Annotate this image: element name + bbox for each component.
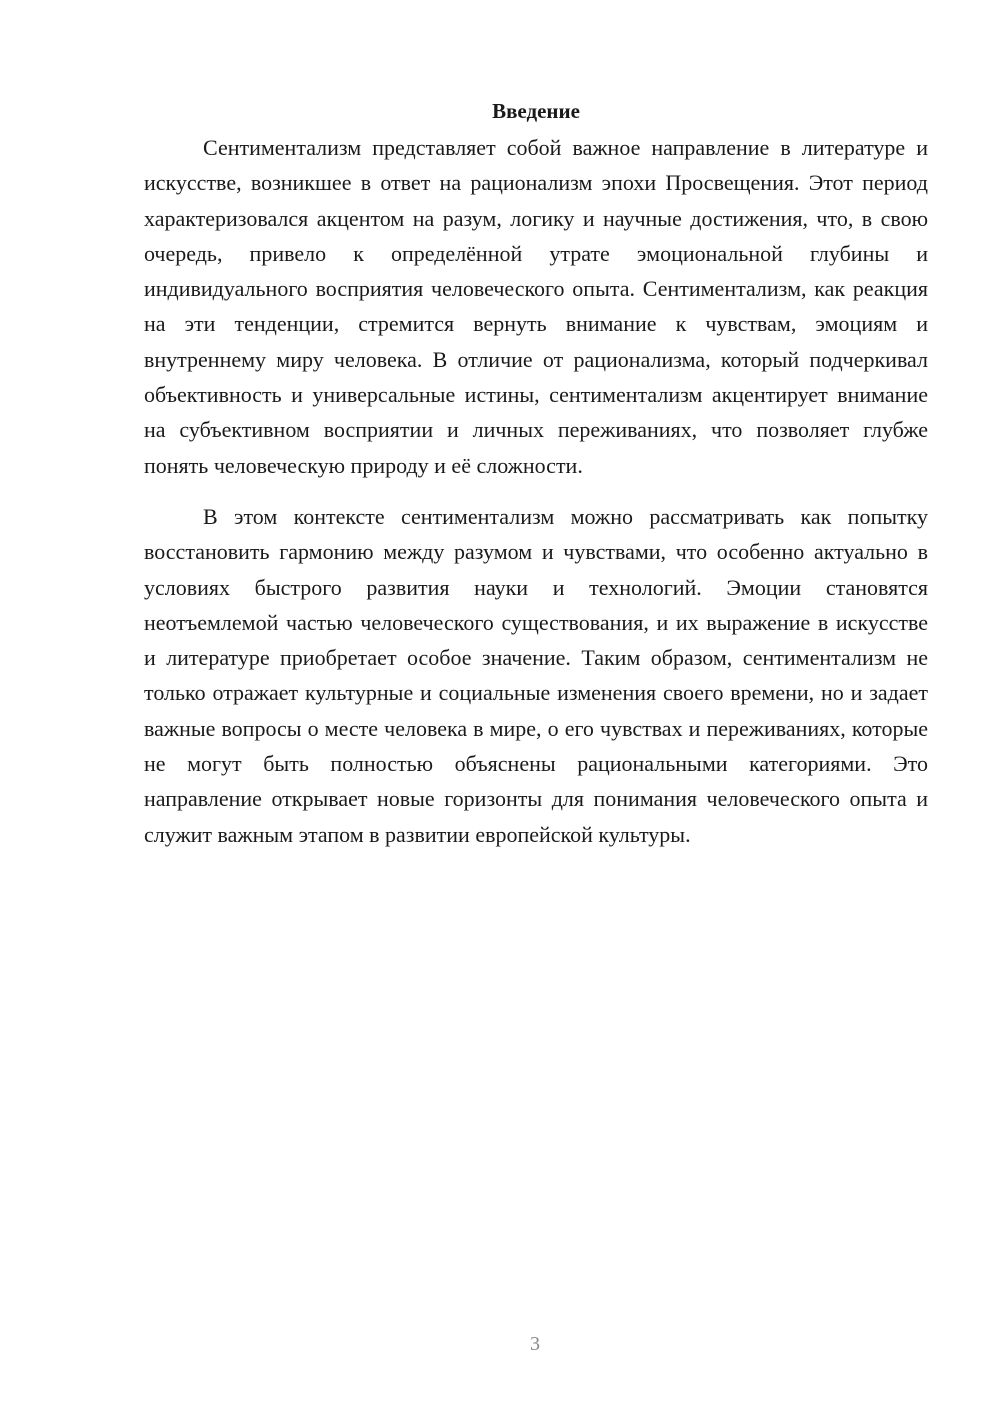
- paragraph-2: В этом контексте сентиментализм можно рассматривать как попытку восстановить гармонию между разумом и чувствами, что особенно актуально в условиях быстрого развития науки и технологий. Эмоции становятся неотъемлемой частью человеческого существования, и их выражение в искусстве и литературе приобретает особое значение. Таким образом, сентиментализм не только отражает культурные и социальные изменения своего времени, но и задает важные вопросы о месте человека в мире, о его чувствах и переживаниях, которые не могут быть полностью объяснены рациональными категориями. Это направление открывает новые горизонты для понимания человеческого опыта и служит важным этапом в развитии европейской культуры.: [144, 503, 928, 847]
- paragraph-1: Сентиментализм представляет собой важное направление в литературе и искусстве, возникшее в ответ на рационализм эпохи Просвещения. Этот период характеризовался акцентом на разум, логику и научные достижения, что, в свою очередь, привело к определённой утрате эмоциональной глубины и индивидуального восприятия человеческого опыта. Сентиментализм, как реакция на эти тенденции, стремится вернуть внимание к чувствам, эмоциям и внутреннему миру человека. В отличие от рационализма, который подчеркивал объективность и универсальные истины, сентиментализм акцентирует внимание на субъективном восприятии и личных переживаниях, что позволяет глубже понять человеческую природу и её сложности.: [144, 135, 928, 478]
- page-content: [144, 96, 928, 852]
- page-title: Введение: [492, 99, 580, 123]
- page-number: 3: [530, 1333, 540, 1355]
